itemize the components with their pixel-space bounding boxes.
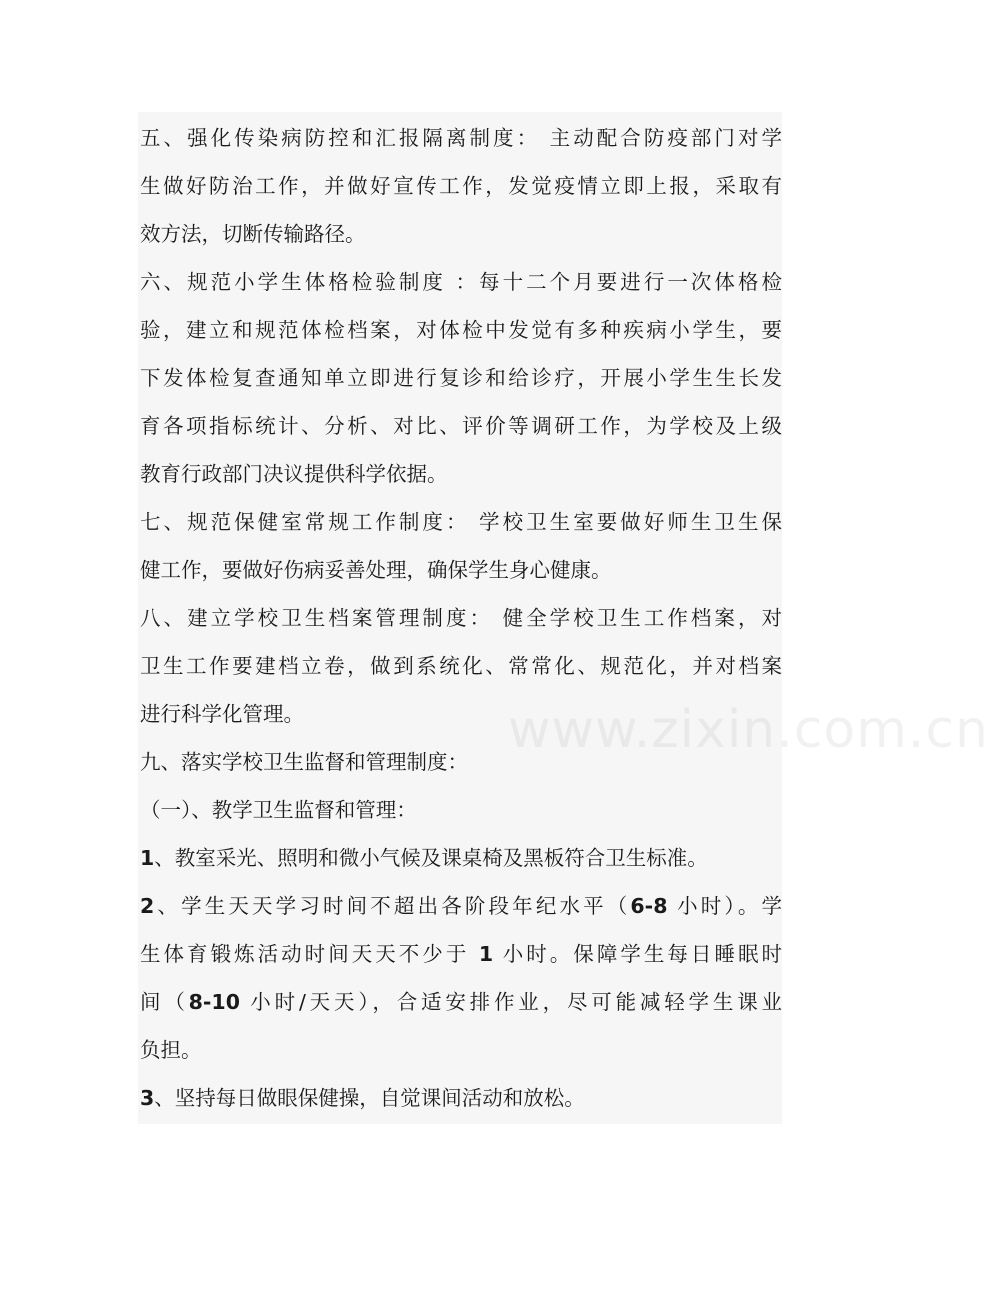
text-line: 负担。: [140, 1038, 202, 1062]
text-line: 验，建立和规范体检档案，对体检中发觉有多种疾病小学生，要: [140, 318, 782, 342]
text-line: 教育行政部门决议提供科学依据。: [140, 462, 448, 486]
text-line: 进行科学化管理。: [140, 702, 304, 726]
text-line: 间（8-10 小时/天天），合适安排作业，尽可能减轻学生课业: [140, 990, 783, 1014]
text-line: 七、规范保健室常规工作制度： 学校卫生室要做好师生卫生保: [140, 510, 782, 534]
text-line: 1、教室采光、照明和微小气候及课桌椅及黑板符合卫生标准。: [140, 846, 708, 870]
text-line: 效方法，切断传输路径。: [140, 222, 366, 246]
text-line: 九、落实学校卫生监督和管理制度：: [140, 750, 468, 774]
text-line: 健工作，要做好伤病妥善处理，确保学生身心健康。: [140, 558, 612, 582]
text-line: 八、建立学校卫生档案管理制度： 健全学校卫生工作档案，对: [140, 606, 782, 630]
text-line: 育各项指标统计、分析、对比、评价等调研工作，为学校及上级: [140, 414, 782, 438]
text-line: 下发体检复查通知单立即进行复诊和给诊疗，开展小学生生长发: [140, 366, 782, 390]
text-line: 六、规范小学生体格检验制度 ：每十二个月要进行一次体格检: [140, 270, 782, 294]
text-line: 卫生工作要建档立卷，做到系统化、常常化、规范化，并对档案: [140, 654, 782, 678]
text-line: 3、坚持每日做眼保健操，自觉课间活动和放松。: [140, 1086, 585, 1110]
text-line: 五、强化传染病防控和汇报隔离制度： 主动配合防疫部门对学: [140, 126, 782, 150]
text-line: 生体育锻炼活动时间天天不少于 1 小时。保障学生每日睡眠时: [140, 942, 783, 966]
watermark: www.zixin.com.cn: [508, 700, 989, 760]
document-page: [138, 112, 989, 1124]
text-line: 生做好防治工作，并做好宣传工作，发觉疫情立即上报，采取有: [140, 174, 782, 198]
text-line: 2、学生天天学习时间不超出各阶段年纪水平（6-8 小时）。学: [140, 894, 782, 918]
text-line: （一）、教学卫生监督和管理：: [140, 798, 417, 822]
